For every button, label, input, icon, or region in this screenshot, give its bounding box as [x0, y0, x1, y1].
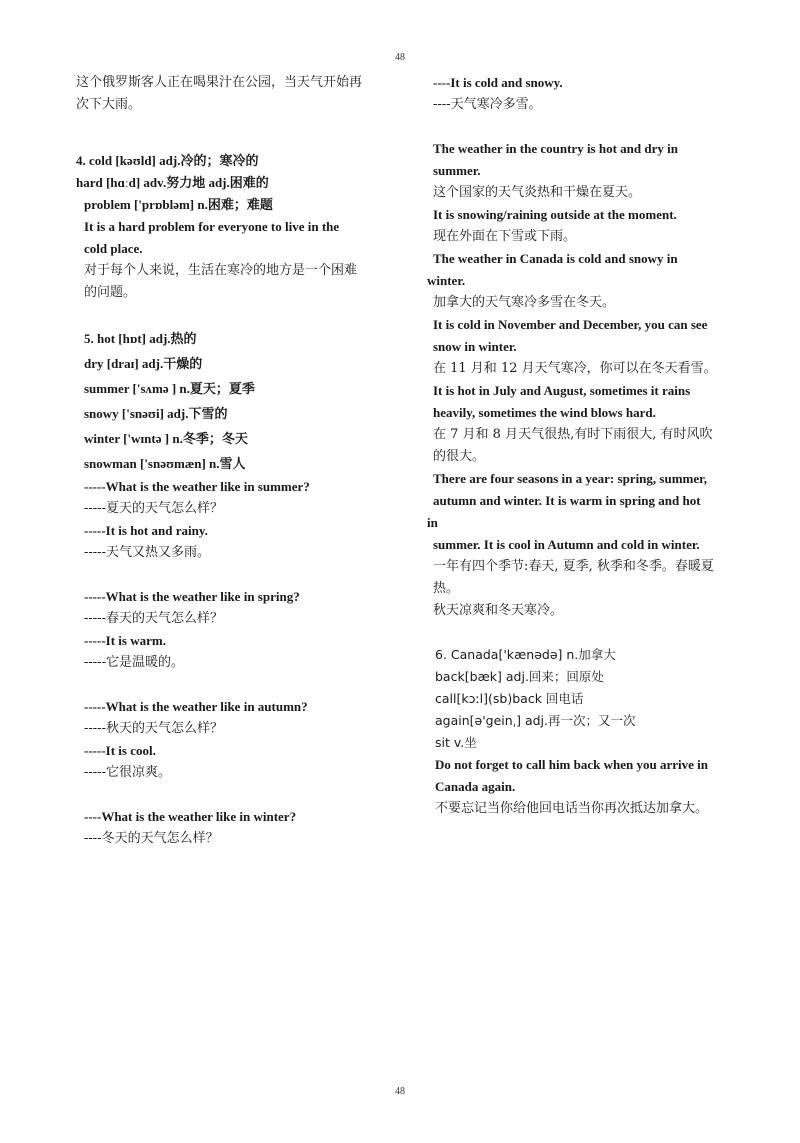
dialogue-question: ----What is the weather like in winter? — [84, 809, 297, 824]
example-zh: 不要忘记当你给他回电话当你再次抵达加拿大。 — [435, 801, 709, 816]
sentence-en: The weather in Canada is cold and snowy in — [433, 251, 678, 266]
sentence-en: It is snowing/raining outside at the moment. — [433, 207, 677, 222]
dialogue-question-zh: -----夏天的天气怎么样？ — [84, 501, 223, 516]
right-column — [427, 72, 757, 820]
sentence-en: It is hot in July and August, sometimes it rains — [433, 383, 691, 398]
vocab-call-back: call[kɔːl](sb)back 回电话 — [435, 691, 584, 706]
dialogue-answer-zh: -----它很凉爽。 — [84, 765, 171, 780]
dialogue-question-zh: -----秋天的天气怎么样？ — [84, 721, 223, 736]
vocab-problem: problem ['prɒbləm] n.困难；难题 — [84, 197, 273, 212]
dialogue-answer-zh: -----它是温暖的。 — [84, 655, 184, 670]
intro-line: 这个俄罗斯客人正在喝果汁在公园，当天气开始再 — [76, 75, 363, 90]
vocab-dry: dry [draɪ] adj.干燥的 — [84, 356, 203, 371]
sentence-zh: 一年有四个季节:春天, 夏季, 秋季和冬季。春暖夏 — [433, 559, 714, 574]
sentence-zh: 的很大。 — [433, 449, 486, 464]
sentence-en: winter. — [427, 273, 466, 288]
dialogue-answer-zh: -----天气又热又多雨。 — [84, 545, 210, 560]
sentence-en: The weather in the country is hot and dry in — [433, 141, 678, 156]
vocab-snowman: snowman ['snəʊmæn] n.雪人 — [84, 456, 246, 471]
sentence-en: autumn and winter. It is warm in spring and hot — [433, 493, 701, 508]
dialogue-answer-zh: ----天气寒冷多雪。 — [433, 97, 542, 112]
vocab-hard: hard [hɑːd] adv.努力地 adj.困难的 — [76, 175, 269, 190]
sentence-en: summer. — [433, 163, 481, 178]
dialogue-question-zh: -----春天的天气怎么样？ — [84, 611, 223, 626]
vocab-sit: sit v.坐 — [435, 735, 477, 750]
example-en: cold place. — [84, 241, 143, 256]
example-en: Do not forget to call him back when you arrive in — [435, 757, 708, 772]
example-zh: 的问题。 — [84, 285, 137, 300]
example-zh: 对于每个人来说，生活在寒冷的地方是一个困难 — [84, 263, 358, 278]
vocab-summer: summer ['sʌmə ] n.夏天；夏季 — [84, 381, 255, 396]
left-column — [76, 72, 406, 850]
dialogue-question-zh: ----冬天的天气怎么样？ — [84, 831, 219, 846]
vocab-cold: 4. cold [kəʊld] adj.冷的；寒冷的 — [76, 153, 259, 168]
sentence-en: snow in winter. — [433, 339, 517, 354]
vocab-snowy: snowy ['snəʊi] adj.下雪的 — [84, 406, 228, 421]
intro-line: 次下大雨。 — [76, 97, 142, 112]
sentence-en: There are four seasons in a year: spring, summer, — [433, 471, 707, 486]
page-number-bottom: 48 — [395, 1086, 405, 1097]
vocab-hot: 5. hot [hɒt] adj.热的 — [84, 331, 197, 346]
dialogue-answer: -----It is warm. — [84, 633, 166, 648]
vocab-winter: winter ['wɪntə ] n.冬季；冬天 — [84, 431, 248, 446]
example-en: It is a hard problem for everyone to live in the — [84, 219, 340, 234]
dialogue-question: -----What is the weather like in summer? — [84, 479, 310, 494]
dialogue-answer: -----It is cool. — [84, 743, 156, 758]
vocab-back: back[bæk] adj.回来；回原处 — [435, 669, 604, 684]
page-number-top: 48 — [395, 52, 405, 63]
dialogue-answer: ----It is cold and snowy. — [433, 75, 563, 90]
dialogue-question: -----What is the weather like in autumn? — [84, 699, 308, 714]
dialogue-question: -----What is the weather like in spring? — [84, 589, 300, 604]
sentence-zh: 加拿大的天气寒冷多雪在冬天。 — [433, 295, 616, 310]
sentence-zh: 这个国家的天气炎热和干燥在夏天。 — [433, 185, 642, 200]
sentence-zh: 热。 — [433, 581, 460, 596]
dialogue-answer: -----It is hot and rainy. — [84, 523, 208, 538]
example-en: Canada again. — [435, 779, 516, 794]
vocab-canada: 6. Canada['kænədə] n.加拿大 — [435, 647, 616, 662]
sentence-en: in — [427, 515, 438, 530]
sentence-zh: 秋天凉爽和冬天寒冷。 — [433, 603, 564, 618]
sentence-zh: 在 11 月和 12 月天气寒冷，你可以在冬天看雪。 — [433, 361, 717, 376]
sentence-en: heavily, sometimes the wind blows hard. — [433, 405, 656, 420]
sentence-zh: 现在外面在下雪或下雨。 — [433, 229, 577, 244]
sentence-zh: 在 7 月和 8 月天气很热,有时下雨很大, 有时风吹 — [433, 427, 713, 442]
vocab-again: again[ə'geinˌ] adj.再一次；又一次 — [435, 713, 636, 728]
sentence-en: summer. It is cool in Autumn and cold in winter. — [433, 537, 700, 552]
sentence-en: It is cold in November and December, you can see — [433, 317, 708, 332]
